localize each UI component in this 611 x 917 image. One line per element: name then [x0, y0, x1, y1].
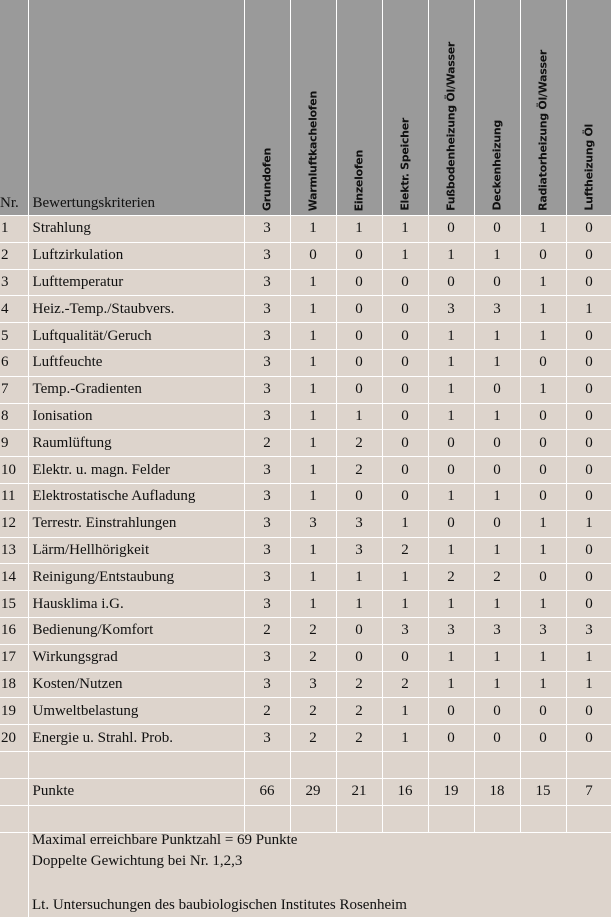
row-value: 1: [290, 430, 336, 457]
table-row: [0, 725, 611, 752]
row-value: 1: [474, 644, 520, 671]
row-value: 2: [336, 430, 382, 457]
header-col: [290, 0, 336, 216]
row-number: 6: [0, 349, 28, 376]
row-criterion: Luftqualität/Geruch: [28, 323, 244, 350]
row-value: 1: [428, 349, 474, 376]
row-value: 0: [382, 457, 428, 484]
row-value: 1: [474, 323, 520, 350]
row-criterion: Temp.-Gradienten: [28, 376, 244, 403]
row-value: 0: [428, 216, 474, 243]
table-row: [0, 698, 611, 725]
row-value: 3: [520, 617, 566, 644]
row-value: 1: [428, 323, 474, 350]
row-value: 3: [244, 376, 290, 403]
row-value: 3: [244, 349, 290, 376]
empty-cell: [474, 805, 520, 832]
row-value: 1: [336, 216, 382, 243]
header-col-label: Grundofen: [260, 148, 274, 211]
row-value: 3: [244, 457, 290, 484]
row-value: 0: [474, 725, 520, 752]
row-criterion: Luftfeuchte: [28, 349, 244, 376]
header-nr: Nr.: [0, 0, 28, 216]
row-value: 3: [244, 591, 290, 618]
row-value: 1: [520, 591, 566, 618]
row-value: 3: [244, 537, 290, 564]
row-value: 1: [520, 644, 566, 671]
table-row: [0, 564, 611, 591]
row-value: 1: [382, 564, 428, 591]
row-number: 19: [0, 698, 28, 725]
row-value: 1: [428, 242, 474, 269]
row-number: 15: [0, 591, 28, 618]
row-value: 3: [428, 617, 474, 644]
row-criterion: Terrestr. Einstrahlungen: [28, 510, 244, 537]
row-value: 0: [474, 510, 520, 537]
row-value: 0: [382, 430, 428, 457]
row-value: 2: [336, 457, 382, 484]
row-value: 0: [566, 242, 611, 269]
row-value: 0: [566, 725, 611, 752]
row-value: 1: [290, 269, 336, 296]
row-value: 0: [382, 403, 428, 430]
header-col-label: Deckenheizung: [490, 120, 504, 211]
totals-label: Punkte: [28, 778, 244, 805]
row-value: 1: [336, 591, 382, 618]
row-value: 0: [520, 698, 566, 725]
empty-cell: [336, 751, 382, 778]
row-criterion: Kosten/Nutzen: [28, 671, 244, 698]
header-col-label: Warmluftkachelofen: [306, 90, 320, 211]
note-max-points: Maximal erreichbare Punktzahl = 69 Punkte: [32, 832, 298, 848]
row-value: 0: [336, 376, 382, 403]
table-row: [0, 617, 611, 644]
row-number: 14: [0, 564, 28, 591]
row-value: 1: [382, 591, 428, 618]
header-col: [520, 0, 566, 216]
empty-cell: [290, 751, 336, 778]
header-col: [336, 0, 382, 216]
row-value: 1: [520, 323, 566, 350]
row-value: 0: [566, 216, 611, 243]
empty-cell: [0, 751, 28, 778]
row-criterion: Ionisation: [28, 403, 244, 430]
row-number: 4: [0, 296, 28, 323]
row-value: 0: [336, 242, 382, 269]
row-value: 3: [336, 537, 382, 564]
row-value: 3: [244, 242, 290, 269]
totals-value: 19: [428, 778, 474, 805]
row-value: 0: [336, 296, 382, 323]
header-col: [382, 0, 428, 216]
row-value: 1: [520, 376, 566, 403]
header-col: [566, 0, 611, 216]
row-value: 1: [520, 216, 566, 243]
row-number: 20: [0, 725, 28, 752]
row-value: 0: [566, 403, 611, 430]
empty-cell: [244, 751, 290, 778]
row-value: 3: [244, 483, 290, 510]
row-value: 1: [520, 671, 566, 698]
row-value: 1: [474, 537, 520, 564]
row-value: 3: [336, 510, 382, 537]
empty-cell: [566, 751, 611, 778]
table-row: [0, 403, 611, 430]
totals-value: 15: [520, 778, 566, 805]
row-value: 0: [336, 323, 382, 350]
row-value: 0: [566, 376, 611, 403]
table-row: [0, 430, 611, 457]
row-value: 3: [244, 296, 290, 323]
row-number: 1: [0, 216, 28, 243]
totals-value: 21: [336, 778, 382, 805]
row-value: 0: [566, 323, 611, 350]
row-criterion: Luftzirkulation: [28, 242, 244, 269]
row-value: 2: [428, 564, 474, 591]
row-value: 0: [566, 698, 611, 725]
row-value: 0: [520, 430, 566, 457]
row-criterion: Elektrostatische Aufladung: [28, 483, 244, 510]
empty-cell: [28, 805, 244, 832]
row-criterion: Hausklima i.G.: [28, 591, 244, 618]
row-value: 1: [428, 591, 474, 618]
row-value: 1: [474, 403, 520, 430]
row-value: 1: [566, 671, 611, 698]
row-value: 2: [336, 671, 382, 698]
table-row: [0, 376, 611, 403]
row-number: 12: [0, 510, 28, 537]
row-value: 1: [290, 216, 336, 243]
row-value: 1: [290, 403, 336, 430]
row-value: 0: [566, 349, 611, 376]
row-value: 0: [566, 483, 611, 510]
table-body: [0, 216, 611, 833]
row-criterion: Lärm/Hellhörigkeit: [28, 537, 244, 564]
row-number: 2: [0, 242, 28, 269]
row-value: 2: [336, 725, 382, 752]
row-value: 3: [290, 671, 336, 698]
row-value: 1: [290, 457, 336, 484]
row-value: 1: [520, 537, 566, 564]
row-value: 1: [290, 349, 336, 376]
row-criterion: Reinigung/Entstaubung: [28, 564, 244, 591]
row-value: 1: [336, 564, 382, 591]
totals-value: 16: [382, 778, 428, 805]
row-value: 0: [382, 376, 428, 403]
row-value: 0: [474, 269, 520, 296]
header-col-label: Luftheizung Öl: [582, 124, 596, 211]
row-value: 2: [336, 698, 382, 725]
empty-cell: [336, 805, 382, 832]
row-value: 1: [566, 510, 611, 537]
row-value: 0: [428, 457, 474, 484]
spacer-row: [0, 805, 611, 832]
totals-value: 18: [474, 778, 520, 805]
header-col-label: Radiatorheizung Öl/Wasser: [536, 50, 550, 211]
row-value: 3: [244, 725, 290, 752]
table-row: [0, 537, 611, 564]
row-criterion: Umweltbelastung: [28, 698, 244, 725]
row-value: 0: [382, 296, 428, 323]
row-criterion: Energie u. Strahl. Prob.: [28, 725, 244, 752]
empty-cell: [290, 805, 336, 832]
table-row: [0, 296, 611, 323]
row-value: 1: [474, 671, 520, 698]
totals-nr: [0, 778, 28, 805]
row-value: 3: [244, 269, 290, 296]
row-value: 0: [520, 403, 566, 430]
row-value: 0: [382, 349, 428, 376]
row-number: 5: [0, 323, 28, 350]
row-value: 0: [474, 698, 520, 725]
row-value: 1: [336, 403, 382, 430]
row-value: 0: [520, 564, 566, 591]
row-value: 1: [520, 269, 566, 296]
row-value: 3: [244, 671, 290, 698]
row-value: 1: [382, 242, 428, 269]
row-value: 0: [520, 725, 566, 752]
table-row: [0, 671, 611, 698]
row-value: 0: [566, 564, 611, 591]
row-value: 0: [474, 430, 520, 457]
row-value: 1: [428, 483, 474, 510]
row-number: 7: [0, 376, 28, 403]
row-value: 1: [428, 644, 474, 671]
row-criterion: Wirkungsgrad: [28, 644, 244, 671]
header-col-label: Fußbodenheizung Öl/Wasser: [444, 42, 458, 211]
row-value: 3: [474, 296, 520, 323]
row-value: 1: [290, 483, 336, 510]
row-criterion: Lufttemperatur: [28, 269, 244, 296]
row-criterion: Strahlung: [28, 216, 244, 243]
row-value: 1: [290, 591, 336, 618]
note-source: Lt. Untersuchungen des baubiologischen Institutes Rosenheim: [32, 897, 407, 913]
row-value: 3: [428, 296, 474, 323]
header-row: [0, 0, 611, 216]
row-value: 2: [382, 537, 428, 564]
row-criterion: Elektr. u. magn. Felder: [28, 457, 244, 484]
row-value: 3: [244, 564, 290, 591]
row-value: 2: [244, 430, 290, 457]
empty-cell: [0, 805, 28, 832]
row-value: 1: [474, 242, 520, 269]
empty-cell: [428, 751, 474, 778]
row-value: 0: [336, 269, 382, 296]
row-number: 17: [0, 644, 28, 671]
row-value: 1: [428, 671, 474, 698]
table-row: [0, 591, 611, 618]
note-weighting: Doppelte Gewichtung bei Nr. 1,2,3: [32, 853, 243, 869]
header-col-label: Elektr. Speicher: [398, 118, 412, 211]
row-value: 3: [244, 403, 290, 430]
header-col-label: Einzelofen: [352, 149, 366, 211]
row-value: 0: [428, 510, 474, 537]
table-row: [0, 644, 611, 671]
row-value: 0: [474, 457, 520, 484]
empty-cell: [382, 751, 428, 778]
row-value: 1: [428, 403, 474, 430]
row-value: 0: [336, 483, 382, 510]
spacer-row: [0, 751, 611, 778]
row-value: 1: [428, 376, 474, 403]
row-value: 0: [566, 430, 611, 457]
row-value: 2: [290, 725, 336, 752]
row-value: 1: [474, 591, 520, 618]
row-number: 18: [0, 671, 28, 698]
header-criteria: Bewertungskriterien: [28, 0, 244, 216]
row-value: 2: [244, 617, 290, 644]
header-col: [244, 0, 290, 216]
table-row: [0, 457, 611, 484]
table-row: [0, 510, 611, 537]
empty-cell: [474, 751, 520, 778]
row-value: 3: [244, 323, 290, 350]
row-value: 0: [566, 269, 611, 296]
row-criterion: Bedienung/Komfort: [28, 617, 244, 644]
table-row: [0, 269, 611, 296]
divider: [28, 827, 29, 917]
empty-cell: [520, 751, 566, 778]
row-value: 0: [382, 323, 428, 350]
row-value: 0: [566, 537, 611, 564]
empty-cell: [28, 751, 244, 778]
row-value: 2: [382, 671, 428, 698]
row-value: 0: [382, 483, 428, 510]
row-value: 2: [290, 698, 336, 725]
row-value: 0: [428, 430, 474, 457]
row-value: 0: [566, 591, 611, 618]
row-value: 0: [520, 457, 566, 484]
row-value: 3: [382, 617, 428, 644]
row-value: 0: [428, 725, 474, 752]
header-col: [474, 0, 520, 216]
table-row: [0, 216, 611, 243]
empty-cell: [520, 805, 566, 832]
row-value: 0: [474, 216, 520, 243]
table-row: [0, 349, 611, 376]
row-value: 2: [474, 564, 520, 591]
row-value: 1: [382, 698, 428, 725]
row-value: 0: [290, 242, 336, 269]
row-value: 1: [290, 323, 336, 350]
row-number: 11: [0, 483, 28, 510]
row-value: 0: [336, 349, 382, 376]
row-number: 9: [0, 430, 28, 457]
row-value: 0: [520, 349, 566, 376]
empty-cell: [382, 805, 428, 832]
row-value: 3: [566, 617, 611, 644]
row-value: 1: [428, 537, 474, 564]
row-value: 3: [244, 216, 290, 243]
row-value: 1: [520, 510, 566, 537]
table-row: [0, 323, 611, 350]
row-value: 0: [336, 617, 382, 644]
row-criterion: Raumlüftung: [28, 430, 244, 457]
row-value: 1: [566, 296, 611, 323]
row-value: 3: [290, 510, 336, 537]
row-value: 1: [382, 510, 428, 537]
totals-value: 66: [244, 778, 290, 805]
row-value: 1: [290, 296, 336, 323]
row-value: 3: [474, 617, 520, 644]
row-number: 10: [0, 457, 28, 484]
row-value: 1: [290, 537, 336, 564]
row-number: 13: [0, 537, 28, 564]
header-col: [428, 0, 474, 216]
row-value: 0: [336, 644, 382, 671]
row-value: 0: [566, 457, 611, 484]
row-value: 2: [290, 617, 336, 644]
row-value: 1: [382, 725, 428, 752]
table-row: [0, 483, 611, 510]
row-number: 3: [0, 269, 28, 296]
table-row: [0, 242, 611, 269]
row-value: 0: [520, 242, 566, 269]
empty-cell: [566, 805, 611, 832]
row-number: 8: [0, 403, 28, 430]
empty-cell: [244, 805, 290, 832]
empty-cell: [428, 805, 474, 832]
row-value: 0: [428, 269, 474, 296]
row-value: 0: [520, 483, 566, 510]
row-criterion: Heiz.-Temp./Staubvers.: [28, 296, 244, 323]
totals-row: [0, 778, 611, 805]
row-value: 1: [382, 216, 428, 243]
row-value: 0: [474, 376, 520, 403]
row-value: 1: [474, 483, 520, 510]
row-value: 1: [290, 376, 336, 403]
row-value: 1: [474, 349, 520, 376]
row-value: 1: [290, 564, 336, 591]
row-value: 3: [244, 510, 290, 537]
row-value: 2: [290, 644, 336, 671]
row-number: 16: [0, 617, 28, 644]
row-value: 1: [566, 644, 611, 671]
row-value: 0: [382, 269, 428, 296]
row-value: 0: [428, 698, 474, 725]
totals-value: 7: [566, 778, 611, 805]
row-value: 2: [244, 698, 290, 725]
row-value: 0: [382, 644, 428, 671]
row-value: 1: [520, 296, 566, 323]
row-value: 3: [244, 644, 290, 671]
totals-value: 29: [290, 778, 336, 805]
